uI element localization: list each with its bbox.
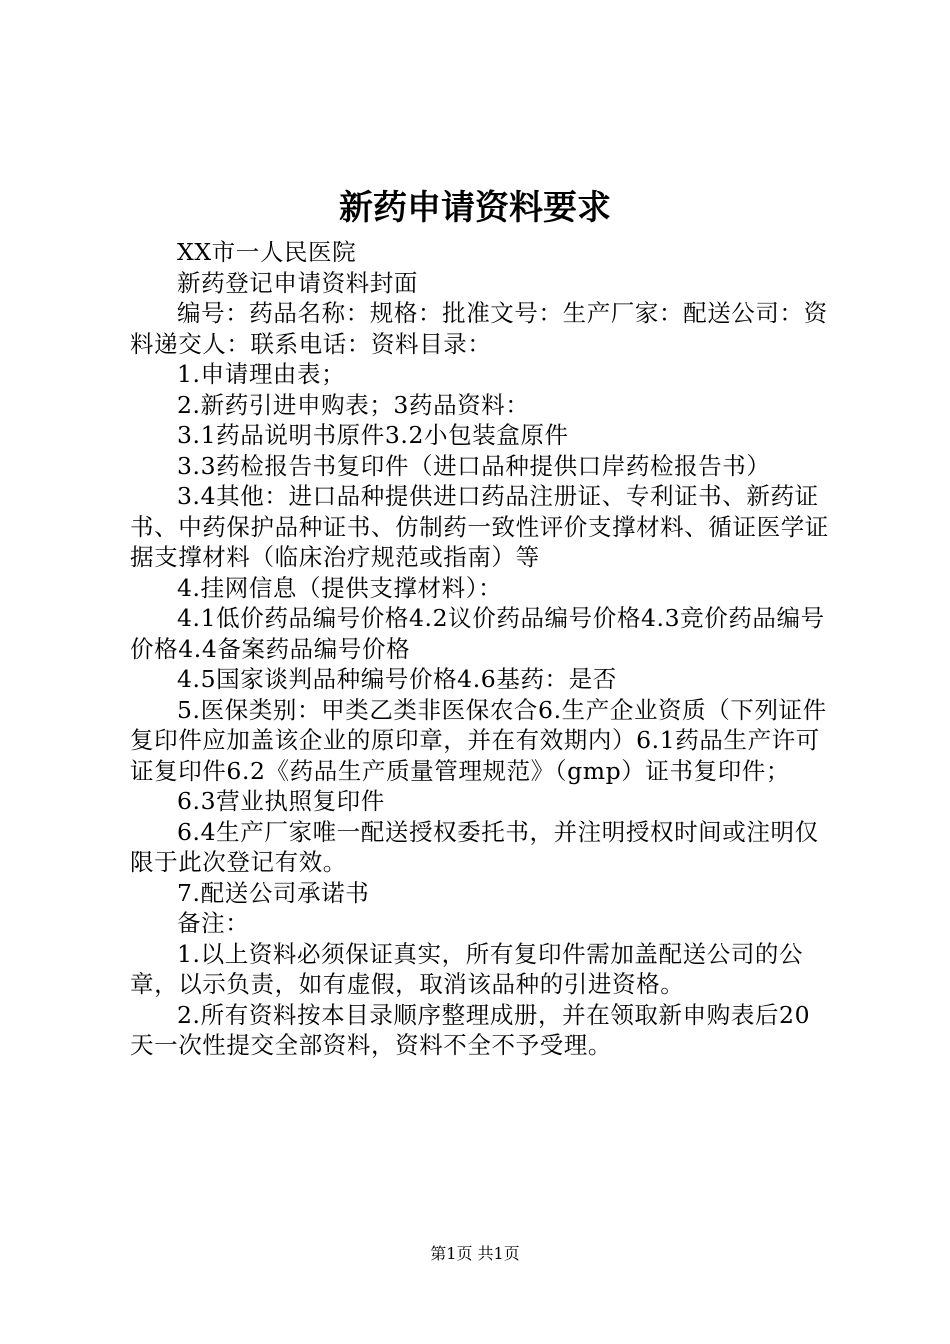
paragraph-item-3-3: 3.3药检报告书复印件（进口品种提供口岸药检报告书）	[177, 451, 771, 480]
paragraph-item-7: 7.配送公司承诺书	[177, 878, 370, 907]
paragraph-item-2: 2.新药引进申购表；3药品资料：	[177, 390, 530, 419]
paragraph-cover-title: 新药登记申请资料封面	[177, 268, 418, 297]
paragraph-item-6-3: 6.3营业执照复印件	[177, 787, 385, 815]
paragraph-item-4-5: 4.5国家谈判品种编号价格4.6基药：是否	[177, 665, 617, 693]
paragraph-hospital-name: XX市一人民医院	[177, 238, 357, 266]
page-number-footer: 第1页 共1页	[430, 1244, 520, 1263]
paragraph-item-6-4: 6.4生产厂家唯一配送授权委托书，并注明授权时间或注明仅限于此次登记有效。	[130, 817, 819, 876]
paragraph-remark-1: 1.以上资料必须保证真实，所有复印件需加盖配送公司的公章，以示负责，如有虚假，取消该品种的引进资格。	[130, 939, 804, 998]
paragraph-remark-2: 2.所有资料按本目录顺序整理成册，并在领取新申购表后20天一次性提交全部资料，资料不全不予受理。	[130, 1000, 811, 1059]
paragraph-item-4-1: 4.1低价药品编号价格4.2议价药品编号价格4.3竞价药品编号价格4.4备案药品编号价格	[130, 604, 825, 663]
paragraph-remarks-heading: 备注：	[177, 909, 250, 937]
paragraph-item-5: 5.医保类别：甲类乙类非医保农合6.生产企业资质（下列证件复印件应加盖该企业的原印章，并在有效期内）6.1药品生产许可证复印件6.2《药品生产质量管理规范》（gmp）证书复印件；	[130, 695, 827, 785]
paragraph-item-3-4: 3.4其他：进口品种提供进口药品注册证、专利证书、新药证书、中药保护品种证书、仿制药一致性评价支撑材料、循证医学证据支撑材料（临床治疗规范或指南）等	[130, 482, 829, 571]
document-body	[130, 237, 830, 1061]
document-title: 新药申请资料要求	[339, 188, 611, 228]
paragraph-item-3-1: 3.1药品说明书原件3.2小包装盒原件	[177, 421, 569, 449]
paragraph-item-4: 4.挂网信息（提供支撑材料）：	[177, 573, 503, 602]
paragraph-item-1: 1.申请理由表；	[177, 360, 346, 388]
paragraph-cover-fields: 编号：药品名称：规格：批准文号：生产厂家：配送公司：资料递交人：联系电话：资料目录：	[130, 299, 828, 358]
